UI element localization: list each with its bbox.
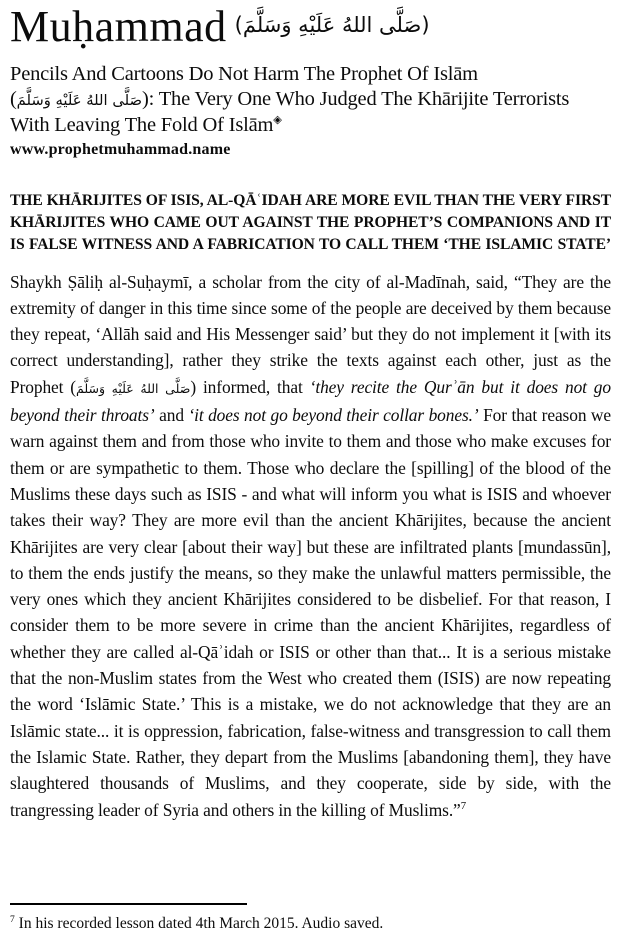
website-url: www.prophetmuhammad.name	[10, 140, 231, 158]
document-page	[0, 2, 621, 951]
section-heading: THE KHĀRIJITES OF ISIS, AL-QĀʿIDAH ARE MORE EVIL THAN THE VERY FIRST KHĀRIJITES WHO CAME OUT AGAINST THE PROPHET’S COMPANIONS AND IT IS FALSE WITNESS AND A FABRICATION TO CALL THEM ‘THE ISLAMIC STATE’	[10, 191, 611, 253]
document-subtitle: Pencils And Cartoons Do Not Harm The Prophet Of Islām (صَلَّى اللهُ عَلَيْهِ وَسَلَّمَ): The Very One Who Judged The Khārijite Terrorists With Leaving The Fold Of Islām◈	[10, 62, 570, 136]
article-section	[10, 190, 611, 823]
page-title	[10, 2, 611, 53]
footnote-text: $^7$ In his recorded lesson dated 4th March 2015. Audio saved.	[10, 913, 384, 932]
footnote-separator-rule	[10, 903, 247, 905]
document-header	[10, 2, 611, 159]
prophet-honorific-arabic-icon: (صَلَّى اللهُ عَلَيْهِ وَسَلَّمَ)	[234, 13, 430, 37]
page-title-text: Muḥammad	[10, 2, 227, 51]
body-paragraph: Shaykh Ṣāliḥ al-Suḥaymī, a scholar from the city of al-Madīnah, said, “They are the extremity of danger in this time since some of the people are deceived by them because they repeat, ‘Allāh said and His Messenger said’ but they do not implement it [with its correct understanding], rather they strike the texts against each other, just as the Prophet (صَلَّى اللهُ عَلَيْهِ وَسَلَّمَ) informed, that ‘they recite the Qurʾān but it does not go beyond their throats’ and ‘it does not go beyond their collar bones.’ For that reason we warn against them and from those who invite to them and those who make excuses for them or are sympathetic to them. Those who declare the [spilling] of the blood of the Muslims these days such as ISIS - and what will inform you what is ISIS and whoever takes their way? They are more evil than the ancient Khārijites, because the ancient Khārijites are very clear [about their way] but these are infiltrated plants [mundassūn], to them the ends justify the means, so they make the unlawful matters permissible, the very ones which they ancient Khārijites considered to be disbelief. For that reason, I consider them to be more severe in crime than the ancient Khārijites, regardless of whether they are called al-Qāʾidah or ISIS or other than that... It is a serious mistake that the non-Muslim states from the West who created them (ISIS) are now repeating the word ‘Islāmic State.’ This is a mistake, we do not acknowledge that they are an Islāmic state... it is oppression, fabrication, false-witness and transgression to call them the Islamic State. Rather, they depart from the Muslims [abandoning them], they have slaughtered thousands of Muslims, and they cooperate, side by side, with the trangressing leader of Syria and others in the killing of Muslims.”$^7$	[10, 271, 611, 820]
footnote-area	[10, 903, 611, 934]
